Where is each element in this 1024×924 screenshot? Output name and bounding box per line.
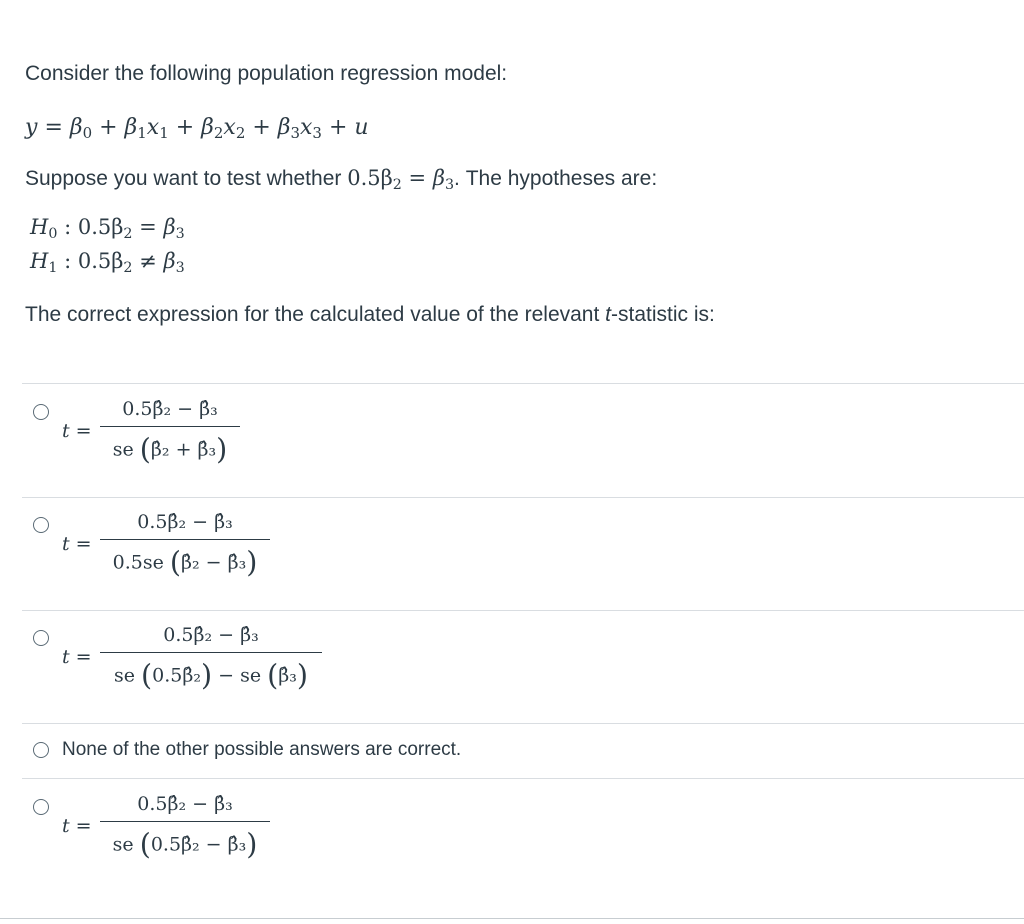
model-eq: = [44, 115, 63, 140]
model-x1: x [146, 115, 160, 140]
numerator: 0.5β̂₂ − β̂₃ [137, 511, 233, 533]
model-plus4: + [328, 115, 348, 140]
radio-button[interactable] [33, 742, 49, 758]
denominator: se (0.5β̂₂ − β̂₃) [112, 828, 258, 861]
radio-button[interactable] [33, 517, 49, 533]
fraction [100, 511, 270, 579]
question-prompt: The correct expression for the calculated value of the relevant t-statistic is: [25, 303, 715, 326]
suppose-math: $0.5\beta_2 = \beta_3$ [347, 166, 455, 193]
model-b0-sub: 0 [82, 124, 93, 143]
separator [22, 497, 1024, 498]
fraction-bar [100, 539, 270, 540]
model-u: u [354, 115, 369, 140]
question-intro: Consider the following population regression model: [25, 62, 508, 85]
numerator: 0.5β̂₂ − β̂₃ [122, 398, 218, 420]
model-b0: β [69, 115, 83, 140]
model-x2-sub: 2 [235, 124, 246, 143]
suppose-end: . The hypotheses are: [454, 167, 658, 190]
model-b2: β [201, 115, 214, 140]
model-x2: x [223, 115, 236, 140]
model-equation [25, 115, 369, 143]
separator [22, 610, 1024, 611]
radio-button[interactable] [33, 630, 49, 646]
fraction-bar [100, 652, 322, 653]
suppose-line [25, 166, 657, 191]
model-b2-sub: 2 [213, 124, 224, 143]
radio-button[interactable] [33, 404, 49, 420]
model-plus2: + [175, 115, 195, 140]
separator [22, 723, 1024, 724]
denominator: se (0.5β̂₂) − se (β̂₃) [113, 659, 309, 692]
separator [0, 918, 1024, 919]
model-plus1: + [99, 115, 118, 140]
t-equals: t = [62, 533, 92, 555]
option-text: None of the other possible answers are correct. [62, 739, 462, 760]
t-equals: t = [62, 815, 92, 837]
model-x3: x [300, 115, 313, 140]
numerator: 0.5β̂₂ − β̂₃ [137, 793, 233, 815]
model-plus3: + [252, 115, 271, 140]
hypothesis-h0: $H_0$ : $0.5\beta_2 = \beta_3$ [30, 215, 185, 242]
hypothesis-h1: $H_1$ : $0.5\beta_2 \ne \beta_3$ [30, 249, 185, 276]
fraction-bar [100, 426, 240, 427]
fraction [100, 624, 322, 692]
model-b3: β [277, 115, 291, 140]
separator [22, 383, 1024, 384]
t-equals: t = [62, 420, 92, 442]
model-b3-sub: 3 [290, 124, 300, 143]
model-y: y [25, 115, 38, 140]
model-x1-sub: 1 [159, 124, 169, 143]
fraction-bar [100, 821, 270, 822]
suppose-text: Suppose you want to test whether [25, 167, 342, 190]
denominator: se (β̂₂ + β̂₃) [112, 433, 228, 466]
denominator: 0.5se (β̂₂ − β̂₃) [112, 546, 258, 579]
model-b1: β [124, 115, 138, 140]
radio-button[interactable] [33, 799, 49, 815]
fraction [100, 793, 270, 861]
numerator: 0.5β̂₂ − β̂₃ [163, 624, 259, 646]
t-equals: t = [62, 646, 92, 668]
model-x3-sub: 3 [312, 124, 322, 143]
model-b1-sub: 1 [137, 124, 147, 143]
fraction [100, 398, 240, 466]
separator [22, 778, 1024, 779]
